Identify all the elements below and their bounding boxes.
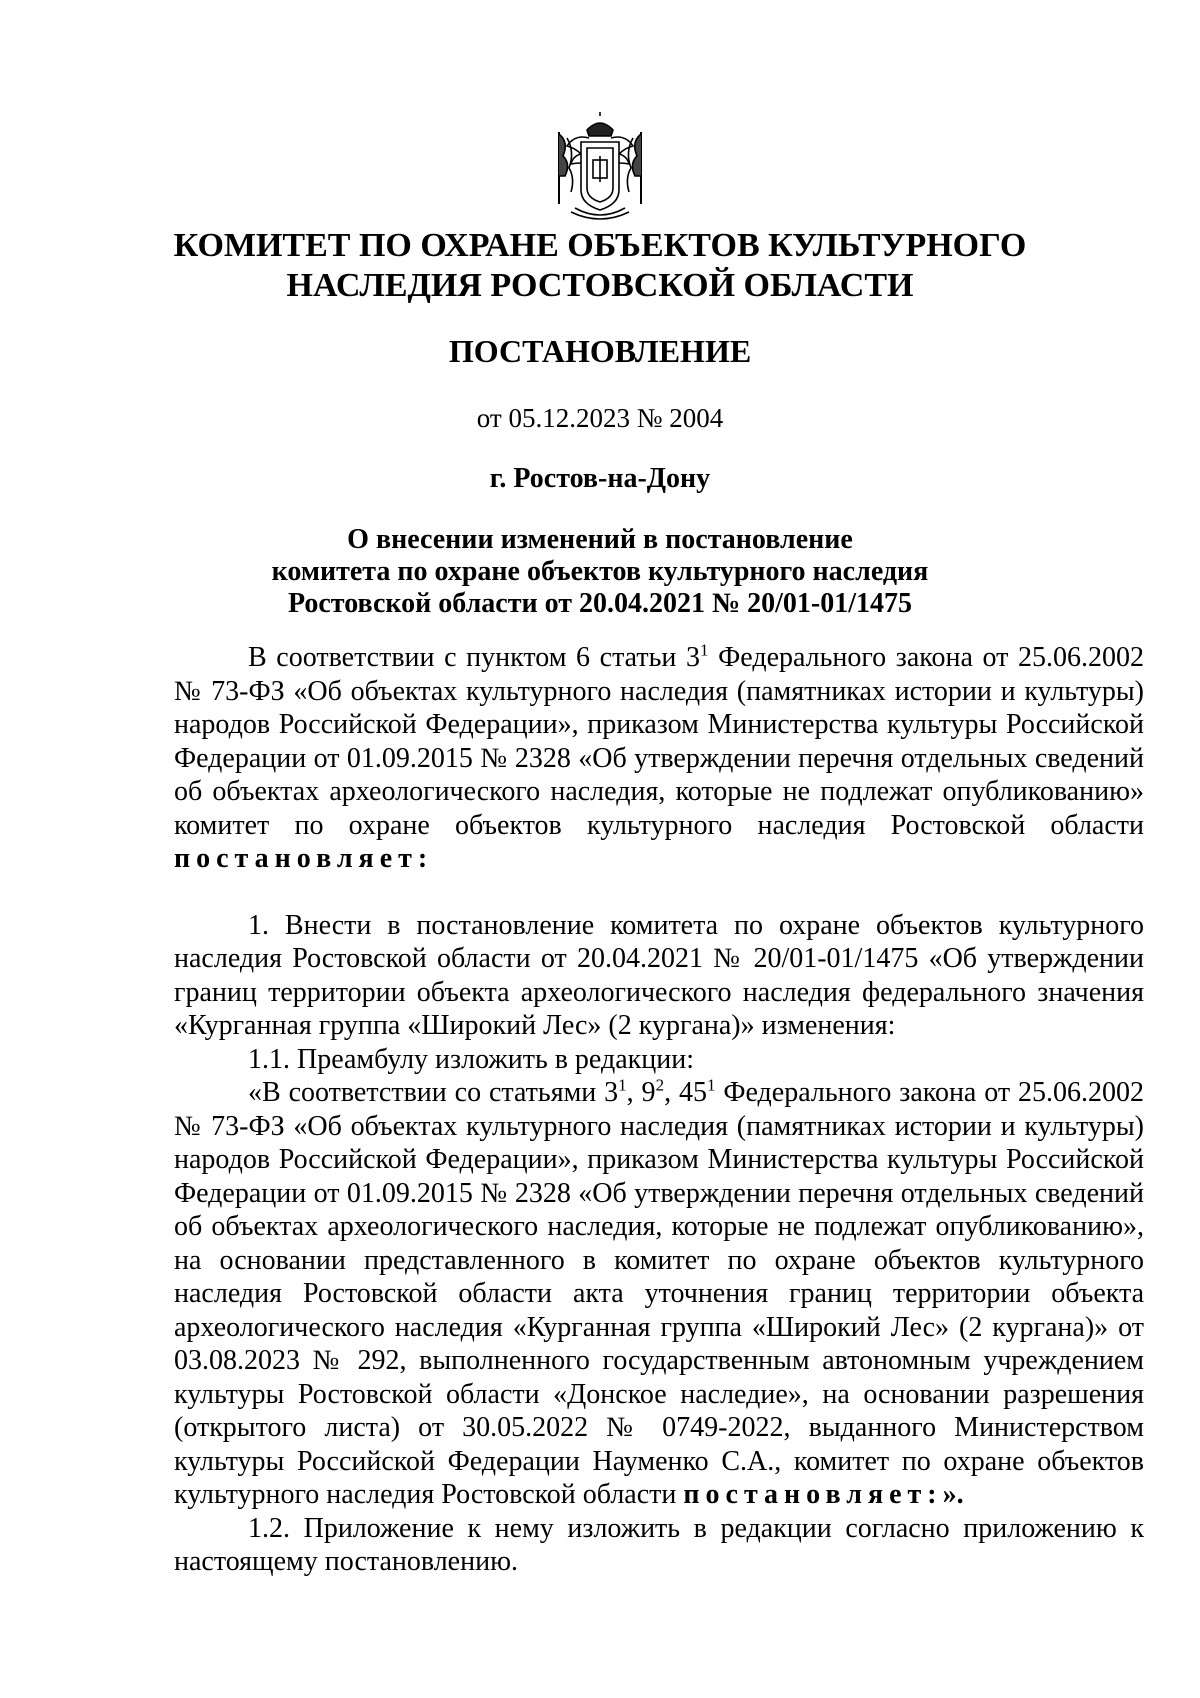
intro-text-a: В соответствии с пунктом 6 статьи 3 — [248, 642, 701, 673]
organization-name-line-1: КОМИТЕТ ПО ОХРАНЕ ОБЪЕКТОВ КУЛЬТУРНОГО — [173, 227, 1027, 264]
preamble-text-a: «В соответствии со статьями 3 — [248, 1077, 619, 1108]
preamble-resolves: постановляет: — [683, 1479, 943, 1510]
organization-name-line-2: НАСЛЕДИЯ РОСТОВСКОЙ ОБЛАСТИ — [286, 267, 914, 304]
subject-line-2: комитета по охране объектов культурного наследия — [271, 556, 929, 587]
document-body — [174, 641, 1144, 1579]
item-1-1-paragraph: 1.1. Преамбулу изложить в редакции: — [248, 1043, 695, 1075]
subject-line-3: Ростовской области от 20.04.2021 № 20/01-01/1475 — [287, 588, 913, 619]
preamble-superscript-b: 2 — [655, 1075, 665, 1095]
document-city: г. Ростов-на-Дону — [489, 463, 711, 494]
preamble-superscript-a: 1 — [618, 1075, 627, 1095]
intro-resolves: постановляет: — [174, 843, 434, 874]
subject-line-1: О внесении изменений в постановление — [347, 524, 853, 555]
document-date-number: от 05.12.2023 № 2004 — [476, 403, 724, 433]
preamble-text-c: , 45 — [664, 1077, 707, 1108]
preamble-text-b: , 9 — [626, 1077, 656, 1108]
intro-paragraph — [174, 641, 1144, 876]
intro-superscript: 1 — [700, 640, 709, 660]
preamble-paragraph — [174, 1076, 1144, 1512]
preamble-tail: ». — [942, 1479, 964, 1510]
preamble-superscript-c: 1 — [706, 1075, 716, 1095]
coat-of-arms-emblem-icon — [545, 112, 655, 224]
document-subject — [0, 524, 1200, 620]
document-type: ПОСТАНОВЛЕНИЕ — [448, 333, 752, 369]
organization-name — [0, 226, 1200, 306]
intro-text-b: Федерального закона от 25.06.2002 № 73-ФЗ «Об объектах культурного наследия (памятниках истории и культуры) народов Российской Федерации», приказом Министерства культуры Российской Федерации от 01.09.2015 № 2328 «Об утверждении перечня отдельных сведений об объектах археологического наследия, которые не подлежат опубликованию» комитет по охране объектов культурного наследия Ростовской области — [174, 642, 1144, 841]
item-1-paragraph: 1. Внести в постановление комитета по охране объектов культурного наследия Ростовской области от 20.04.2021 № 20/01-01/1475 «Об утверждении границ территории объекта археологического наследия федерального значения «Курганная группа «Широкий Лес» (2 кургана)» изменения: — [174, 909, 1144, 1041]
item-1-2-paragraph: 1.2. Приложение к нему изложить в редакции согласно приложению к настоящему постановлению. — [174, 1512, 1144, 1577]
preamble-text-d: Федерального закона от 25.06.2002 № 73-ФЗ «Об объектах культурного наследия (памятниках истории и культуры) народов Российской Федерации», приказом Министерства культуры Российской Федерации от 01.09.2015 № 2328 «Об утверждении перечня отдельных сведений об объектах археологического наследия, которые не подлежат опубликованию», на основании представленного в комитет по охране объектов культурного наследия Ростовской области акта уточнения границ территории объекта археологического наследия «Курганная группа «Широкий Лес» (2 кургана)» от 03.08.2023 № 292, выполненного государственным автономным учреждением культуры Ростовской области «Донское наследие», на основании разрешения (открытого листа) от 30.05.2022 № 0749-2022, выданного Министерством культуры Российской Федерации Науменко С.А., комитет по охране объектов культурного наследия Ростовской области — [174, 1077, 1144, 1510]
